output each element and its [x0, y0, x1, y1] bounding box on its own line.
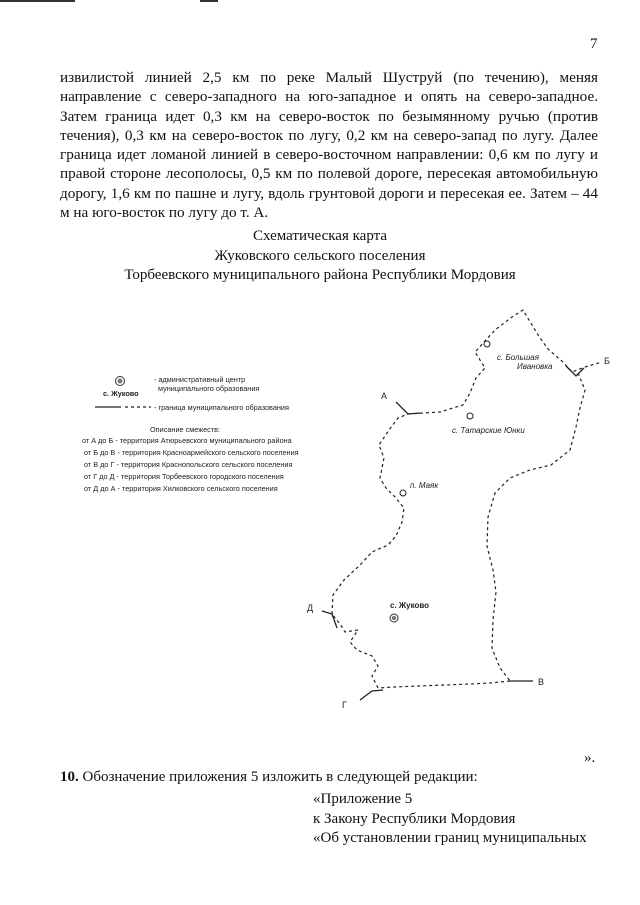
text-line: извилистой линией 2,5 км по реке Малый Шуструй (по течению), меняя: [60, 69, 598, 86]
text-line: граница идет ломаной линией в северо-восточном направлении: 0,6 км по лугу и: [60, 146, 598, 164]
settlement-marker-bolshaya: [484, 341, 490, 347]
text-line: м на юго-восток по лугу до т. А.: [60, 204, 269, 222]
corner-a-marker: [396, 402, 420, 414]
legend-adjacency-row: от Д до А - территория Хилковского сельского поселения: [84, 484, 278, 493]
settlement-label-tatarskie: с. Татарские Юнки: [452, 426, 525, 435]
text-line: течения), 0,3 км на северо-восток по лугу, 0,2 км на северо-запад по лугу. Далее: [60, 126, 598, 144]
municipal-border: [332, 310, 602, 688]
map-title-line: Жуковского сельского поселения: [214, 247, 426, 264]
appendix-header: [313, 790, 587, 849]
text-line: дорогу, 1,6 км по пашне и лугу, вдоль грунтовой дороги и пересекая ее. Затем – 44: [60, 184, 598, 202]
border-segment-g-d: [332, 614, 378, 688]
corner-g-marker: [360, 690, 383, 700]
legend-adjacency-row: от Б до В - территория Красноармейского сельского поселения: [84, 448, 299, 457]
settlement-label-bolshaya-2: Ивановка: [517, 362, 553, 371]
border-segment-a-b: [408, 310, 602, 414]
appendix-line: «Об установлении границ муниципальных: [313, 830, 587, 846]
settlement-marker-mayak: [400, 490, 406, 496]
point-label-g: Г: [342, 700, 347, 710]
border-segment-v-g: [378, 681, 510, 688]
legend-adjacency-title: Описание смежеств:: [150, 425, 221, 434]
point-label-v: В: [538, 677, 545, 687]
legend-center-label: с. Жуково: [103, 389, 139, 398]
appendix-line: «Приложение 5: [313, 791, 413, 807]
item-10: [60, 769, 478, 786]
legend-center-desc-2: муниципального образования: [158, 384, 260, 393]
text-line: правой стороне лесополосы, 0,5 км по полевой дороге, пересекая автомобильную: [60, 165, 598, 183]
legend-adjacency-row: от А до Б - территория Атюрьевского муниципального района: [82, 436, 292, 445]
item-10-text: Обозначение приложения 5 изложить в следующей редакции:: [78, 769, 478, 785]
settlement-marker-zhukovo-core: [392, 616, 396, 620]
settlement-marker-tatarskie: [467, 413, 473, 419]
text-line: Затем граница идет 0,3 км на северо-восток по безымянному ручью (против: [60, 107, 598, 125]
page-number: 7: [590, 36, 598, 52]
legend-adjacency-row: от В до Г - территория Краснопольского сельского поселения: [84, 460, 293, 469]
legend-border-desc: - граница муниципального образования: [154, 403, 289, 412]
settlement-label-bolshaya: с. Большая: [497, 353, 540, 362]
map-title-line: Торбеевского муниципального района Республики Мордовия: [124, 267, 516, 283]
settlement-label-mayak: п. Маяк: [410, 481, 439, 490]
border-segment-b-v: [487, 373, 585, 681]
appendix-line: к Закону Республики Мордовия: [313, 810, 516, 827]
legend-center-desc: - административный центр: [154, 375, 246, 384]
point-label-a: А: [381, 391, 388, 401]
map-title-line: Схематическая карта: [252, 228, 388, 244]
corner-d-marker: [322, 611, 337, 628]
text-line: направление с северо-западного на юго-западное и опять на северо-западное.: [60, 88, 598, 106]
point-label-b: Б: [604, 356, 610, 366]
settlement-markers: [390, 341, 490, 622]
closing-quote: ».: [584, 750, 596, 766]
legend-adjacency-row: от Г до Д - территория Торбеевского городского поселения: [84, 472, 284, 481]
corner-markers: [322, 366, 584, 700]
border-segment-d-a: [332, 414, 408, 614]
item-10-number: 10.: [60, 769, 79, 785]
point-label-d: Д: [307, 603, 314, 613]
settlement-label-zhukovo: с. Жуково: [390, 601, 430, 610]
